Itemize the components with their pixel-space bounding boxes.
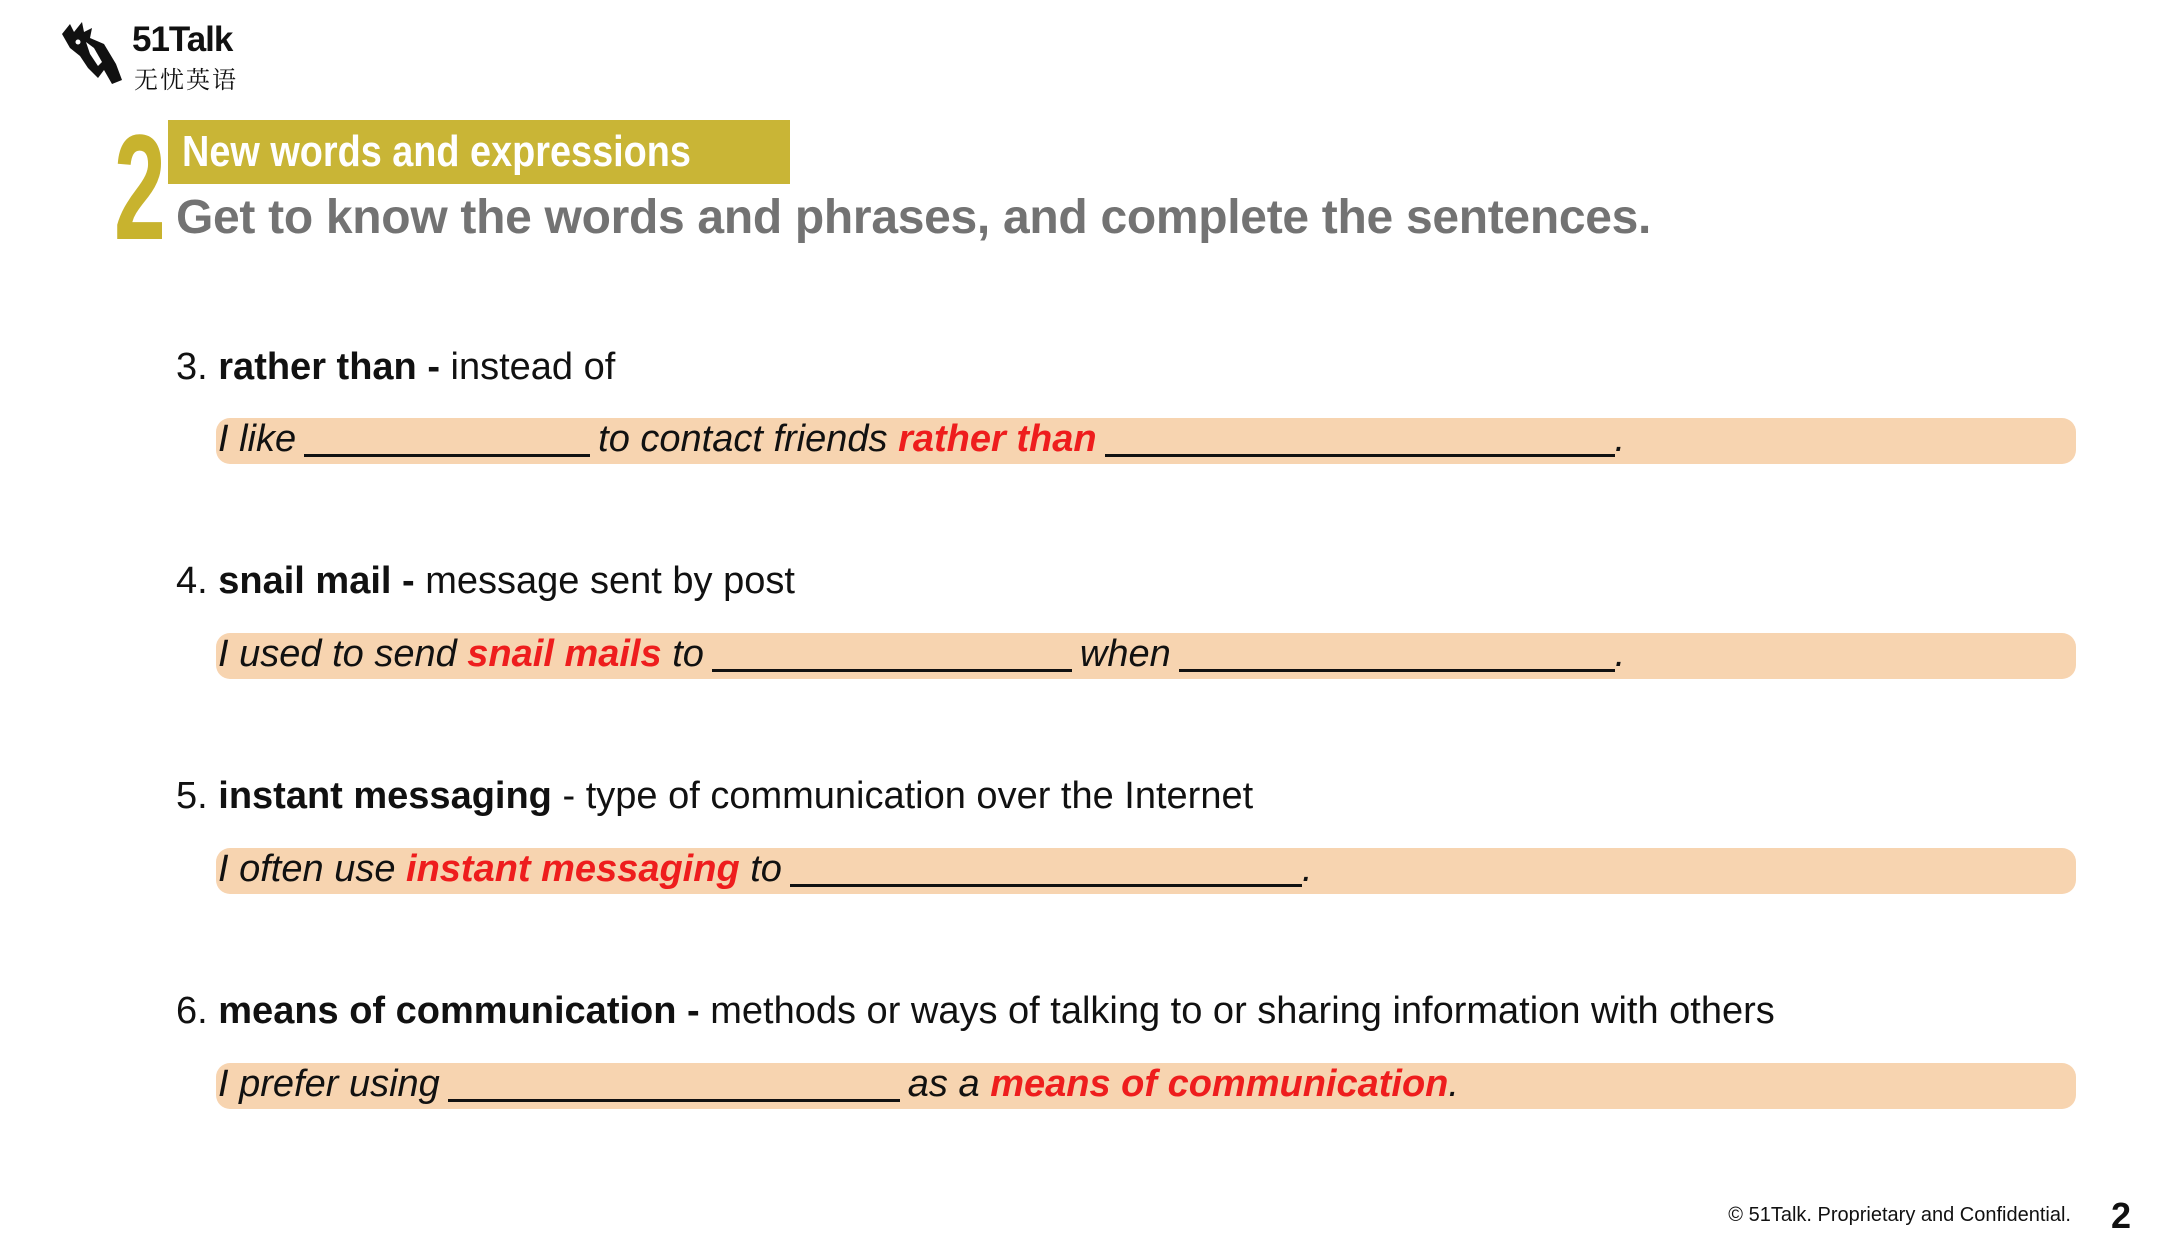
vocab-item-6 bbox=[176, 990, 1775, 1033]
item-separator: - bbox=[427, 346, 440, 388]
item-term: instant messaging bbox=[218, 775, 552, 817]
sentence-keyword: rather than bbox=[898, 418, 1097, 460]
example-sentence-5 bbox=[218, 848, 1313, 891]
answer-blank[interactable] bbox=[712, 635, 1072, 672]
page-number: 2 bbox=[2110, 1195, 2131, 1236]
section-instruction: Get to know the words and phrases, and complete the sentences. bbox=[176, 191, 1652, 244]
item-term: snail mail bbox=[218, 560, 392, 602]
item-separator: - bbox=[402, 560, 415, 602]
sentence-keyword: means of communication bbox=[990, 1063, 1449, 1105]
answer-blank[interactable] bbox=[304, 420, 590, 457]
example-sentence-4 bbox=[218, 633, 1625, 676]
answer-blank[interactable] bbox=[790, 850, 1302, 887]
item-definition: message sent by post bbox=[425, 560, 795, 602]
item-term: means of communication bbox=[218, 990, 677, 1032]
answer-blank[interactable] bbox=[1105, 420, 1615, 457]
item-separator: - bbox=[562, 775, 576, 817]
item-separator: - bbox=[687, 990, 700, 1032]
answer-blank[interactable] bbox=[1179, 635, 1615, 672]
brand-chinese-name: 无忧英语 bbox=[134, 67, 238, 94]
answer-blank[interactable] bbox=[448, 1065, 900, 1102]
sentence-text: to contact friends bbox=[598, 418, 888, 460]
sentence-end: . bbox=[1448, 1063, 1459, 1105]
sentence-text: as a bbox=[907, 1063, 980, 1105]
example-sentence-6 bbox=[218, 1063, 1459, 1106]
brand-logo bbox=[58, 18, 258, 94]
sentence-text: I like bbox=[218, 418, 297, 460]
vocab-item-3 bbox=[176, 346, 615, 389]
item-number: 3. bbox=[176, 346, 208, 388]
sentence-end: . bbox=[1614, 418, 1626, 460]
item-definition: type of communication over the Internet bbox=[585, 775, 1254, 817]
copyright-notice: © 51Talk. Proprietary and Confidential. bbox=[1728, 1204, 2071, 1226]
item-definition: instead of bbox=[450, 346, 616, 388]
deer-logo-icon bbox=[58, 18, 130, 88]
sentence-end: . bbox=[1614, 633, 1626, 675]
section-number: 2 bbox=[114, 103, 166, 271]
section-title: New words and expressions bbox=[182, 127, 691, 176]
sentence-text: I used to send bbox=[218, 633, 457, 675]
sentence-text: to bbox=[750, 848, 782, 890]
item-number: 4. bbox=[176, 560, 208, 602]
item-definition: methods or ways of talking to or sharing information with others bbox=[710, 990, 1775, 1032]
brand-name: 51Talk bbox=[132, 20, 233, 59]
sentence-keyword: instant messaging bbox=[406, 848, 740, 890]
item-term: rather than bbox=[218, 346, 417, 388]
sentence-keyword: snail mails bbox=[467, 633, 662, 675]
item-number: 5. bbox=[176, 775, 208, 817]
item-number: 6. bbox=[176, 990, 208, 1032]
example-sentence-3 bbox=[218, 418, 1625, 461]
vocab-item-4 bbox=[176, 560, 795, 603]
sentence-text: when bbox=[1079, 633, 1171, 675]
section-title-banner bbox=[168, 120, 790, 184]
sentence-text: I often use bbox=[218, 848, 396, 890]
sentence-end: . bbox=[1301, 848, 1313, 890]
vocab-item-5 bbox=[176, 775, 1253, 818]
sentence-text: I prefer using bbox=[218, 1063, 440, 1105]
sentence-text: to bbox=[672, 633, 704, 675]
